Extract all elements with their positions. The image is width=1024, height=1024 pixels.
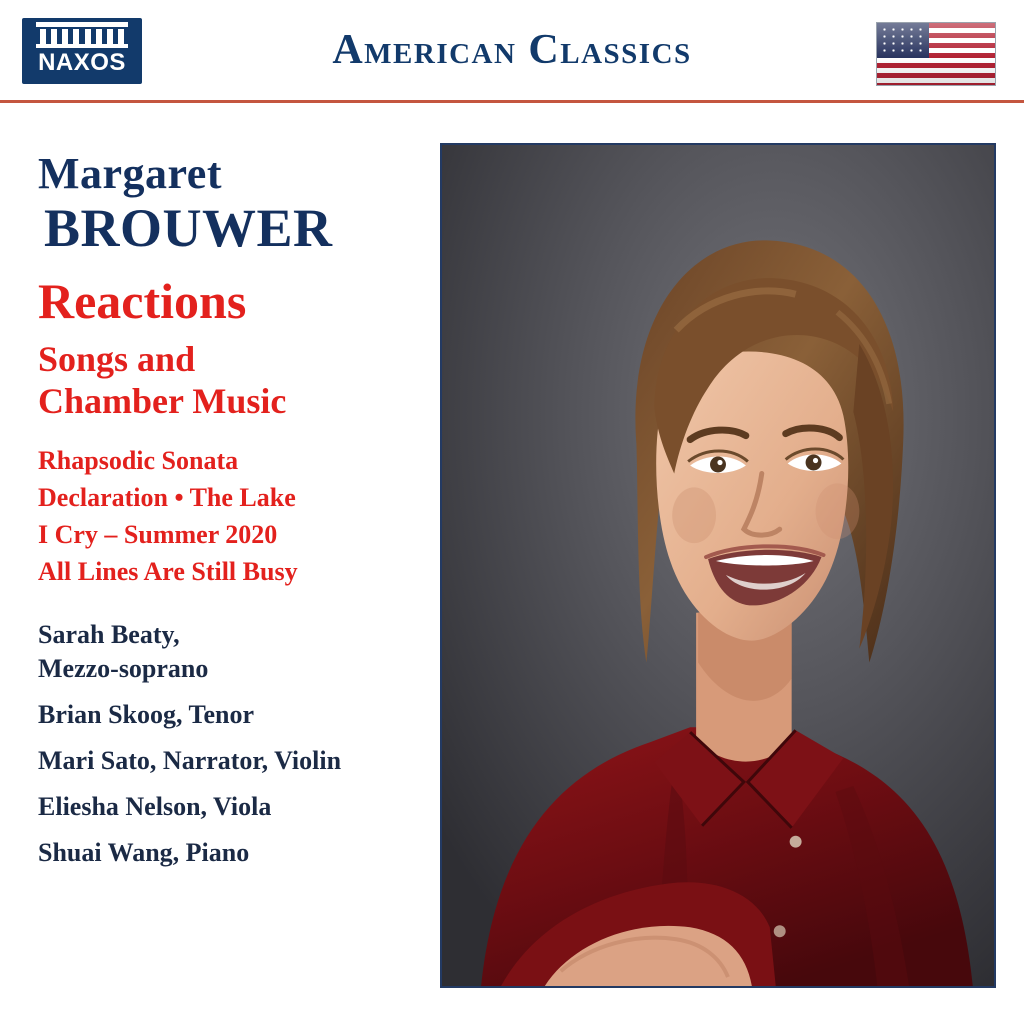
work-item: All Lines Are Still Busy xyxy=(38,557,298,586)
composer-first-name: Margaret xyxy=(38,149,222,198)
album-subtitle-line-1: Songs and xyxy=(38,339,196,379)
performer-item: Eliesha Nelson, Viola xyxy=(38,792,272,821)
naxos-wordmark: NAXOS xyxy=(38,49,126,76)
performer-item: Brian Skoog, Tenor xyxy=(38,700,255,729)
artist-portrait xyxy=(440,143,996,988)
album-subtitle-line-2: Chamber Music xyxy=(38,381,287,421)
album-title: Reactions xyxy=(38,273,247,329)
performer-item: Mari Sato, Narrator, Violin xyxy=(38,746,342,775)
portrait-illustration xyxy=(442,145,994,986)
composer-last-name: BROUWER xyxy=(44,198,333,258)
works-list xyxy=(38,442,428,590)
work-item: I Cry – Summer 2020 xyxy=(38,520,278,549)
work-item: Declaration • The Lake xyxy=(38,483,296,512)
cover-header xyxy=(0,0,1024,103)
united-states-flag-icon xyxy=(876,22,996,86)
series-title: American Classics xyxy=(332,27,692,73)
performers-list xyxy=(38,618,428,870)
work-item: Rhapsodic Sonata xyxy=(38,446,239,475)
performer-item: Shuai Wang, Piano xyxy=(38,838,250,867)
cover-text-column xyxy=(38,150,428,882)
performer-item: Sarah Beaty, xyxy=(38,620,180,649)
performer-item: Mezzo-soprano xyxy=(38,654,209,683)
